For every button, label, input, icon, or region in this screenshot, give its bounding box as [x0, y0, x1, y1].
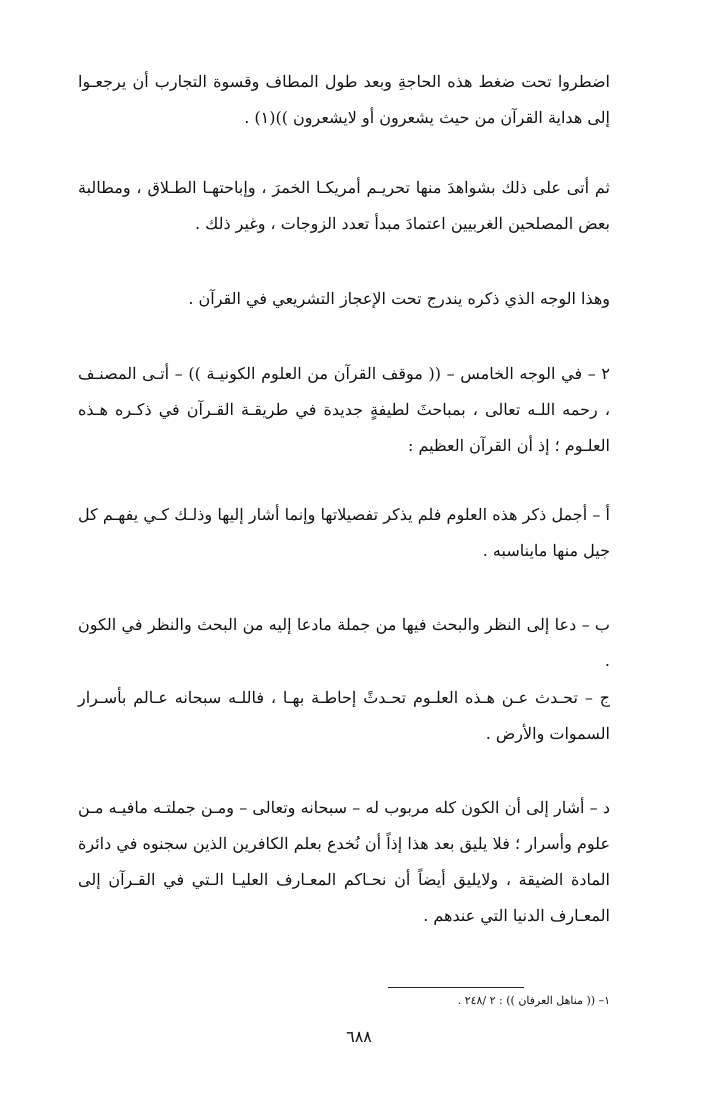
paragraph-4	[78, 356, 610, 464]
paragraph-5-text: أ – أجمل ذكر هذه العلوم فلم يذكر تفصيلاتها وإنما أشار إليها وذلـك كـي يفهـم كل جيل منها مايناسبه .	[78, 505, 610, 560]
paragraph-2	[78, 170, 610, 242]
paragraph-4-text: ٢ – في الوجه الخامس – (( موقف القرآن من العلوم الكونيـة )) – أتـى المصنـف ، رحمه اللـه تعالى ، بمباحثَ لطيفةٍ جديدة في طريقـة القـرآن في ذكـره هـذه العلـوم ؛ إذ أن القرآن العظيم :	[78, 364, 610, 455]
paragraph-5	[78, 497, 610, 569]
paragraph-2-text: ثم أتى على ذلك بشواهدَ منها تحريـم أمريكـا الخمرَ ، وإباحتهـا الطـلاق ، ومطالبة بعض المصلحين الغربيين اعتمادَ مبدأ تعدد الزوجات ، وغير ذلك .	[78, 178, 610, 233]
paragraph-1	[78, 64, 610, 136]
paragraph-6-text: ب – دعا إلى النظر والبحث فيها من جملة مادعا إليه من البحث والنظر في الكون .	[78, 615, 610, 670]
paragraph-7	[78, 680, 610, 752]
paragraph-7-text: ج – تحـدث عـن هـذه العلـوم تحـدثً إحاطـة بهـا ، فاللـه سبحانه عـالم بأسـرار السموات والأرض .	[78, 688, 610, 743]
page-number: ٦٨٨	[346, 1027, 372, 1046]
paragraph-8-text: د – أشار إلى أن الكون كله مربوب له – سبحانه وتعالى – ومـن جملتـه مافيـه مـن علوم وأسرار ؛ فلا يليق بعد هذا إذاً أن نُخدع بعلم الكافرين الذين سجنوه في دائرة المادة الضيقة ، ولايليق أيضاً أن نحـاكم المعـارف العليـا الـتي في القـرآن إلى المعـارف الدنيا التي عندهم .	[78, 798, 610, 925]
paragraph-1-text: اضطروا تحت ضغط هذه الحاجةِ وبعد طول المطاف وقسوة التجارب أن يرجعـوا إلى هداية القرآن من حيث يشعرون أو لايشعرون ))(١) .	[78, 72, 610, 127]
paragraph-6	[78, 607, 610, 679]
footnote-divider	[388, 987, 524, 988]
paragraph-8	[78, 790, 610, 934]
footnote: ١– (( مناهل العرفان )) : ٢ /٢٤٨ .	[457, 994, 610, 1007]
paragraph-3-text: وهذا الوجه الذي ذكره يندرج تحت الإعجاز التشريعي في القرآن .	[188, 289, 610, 308]
paragraph-3	[78, 281, 610, 317]
